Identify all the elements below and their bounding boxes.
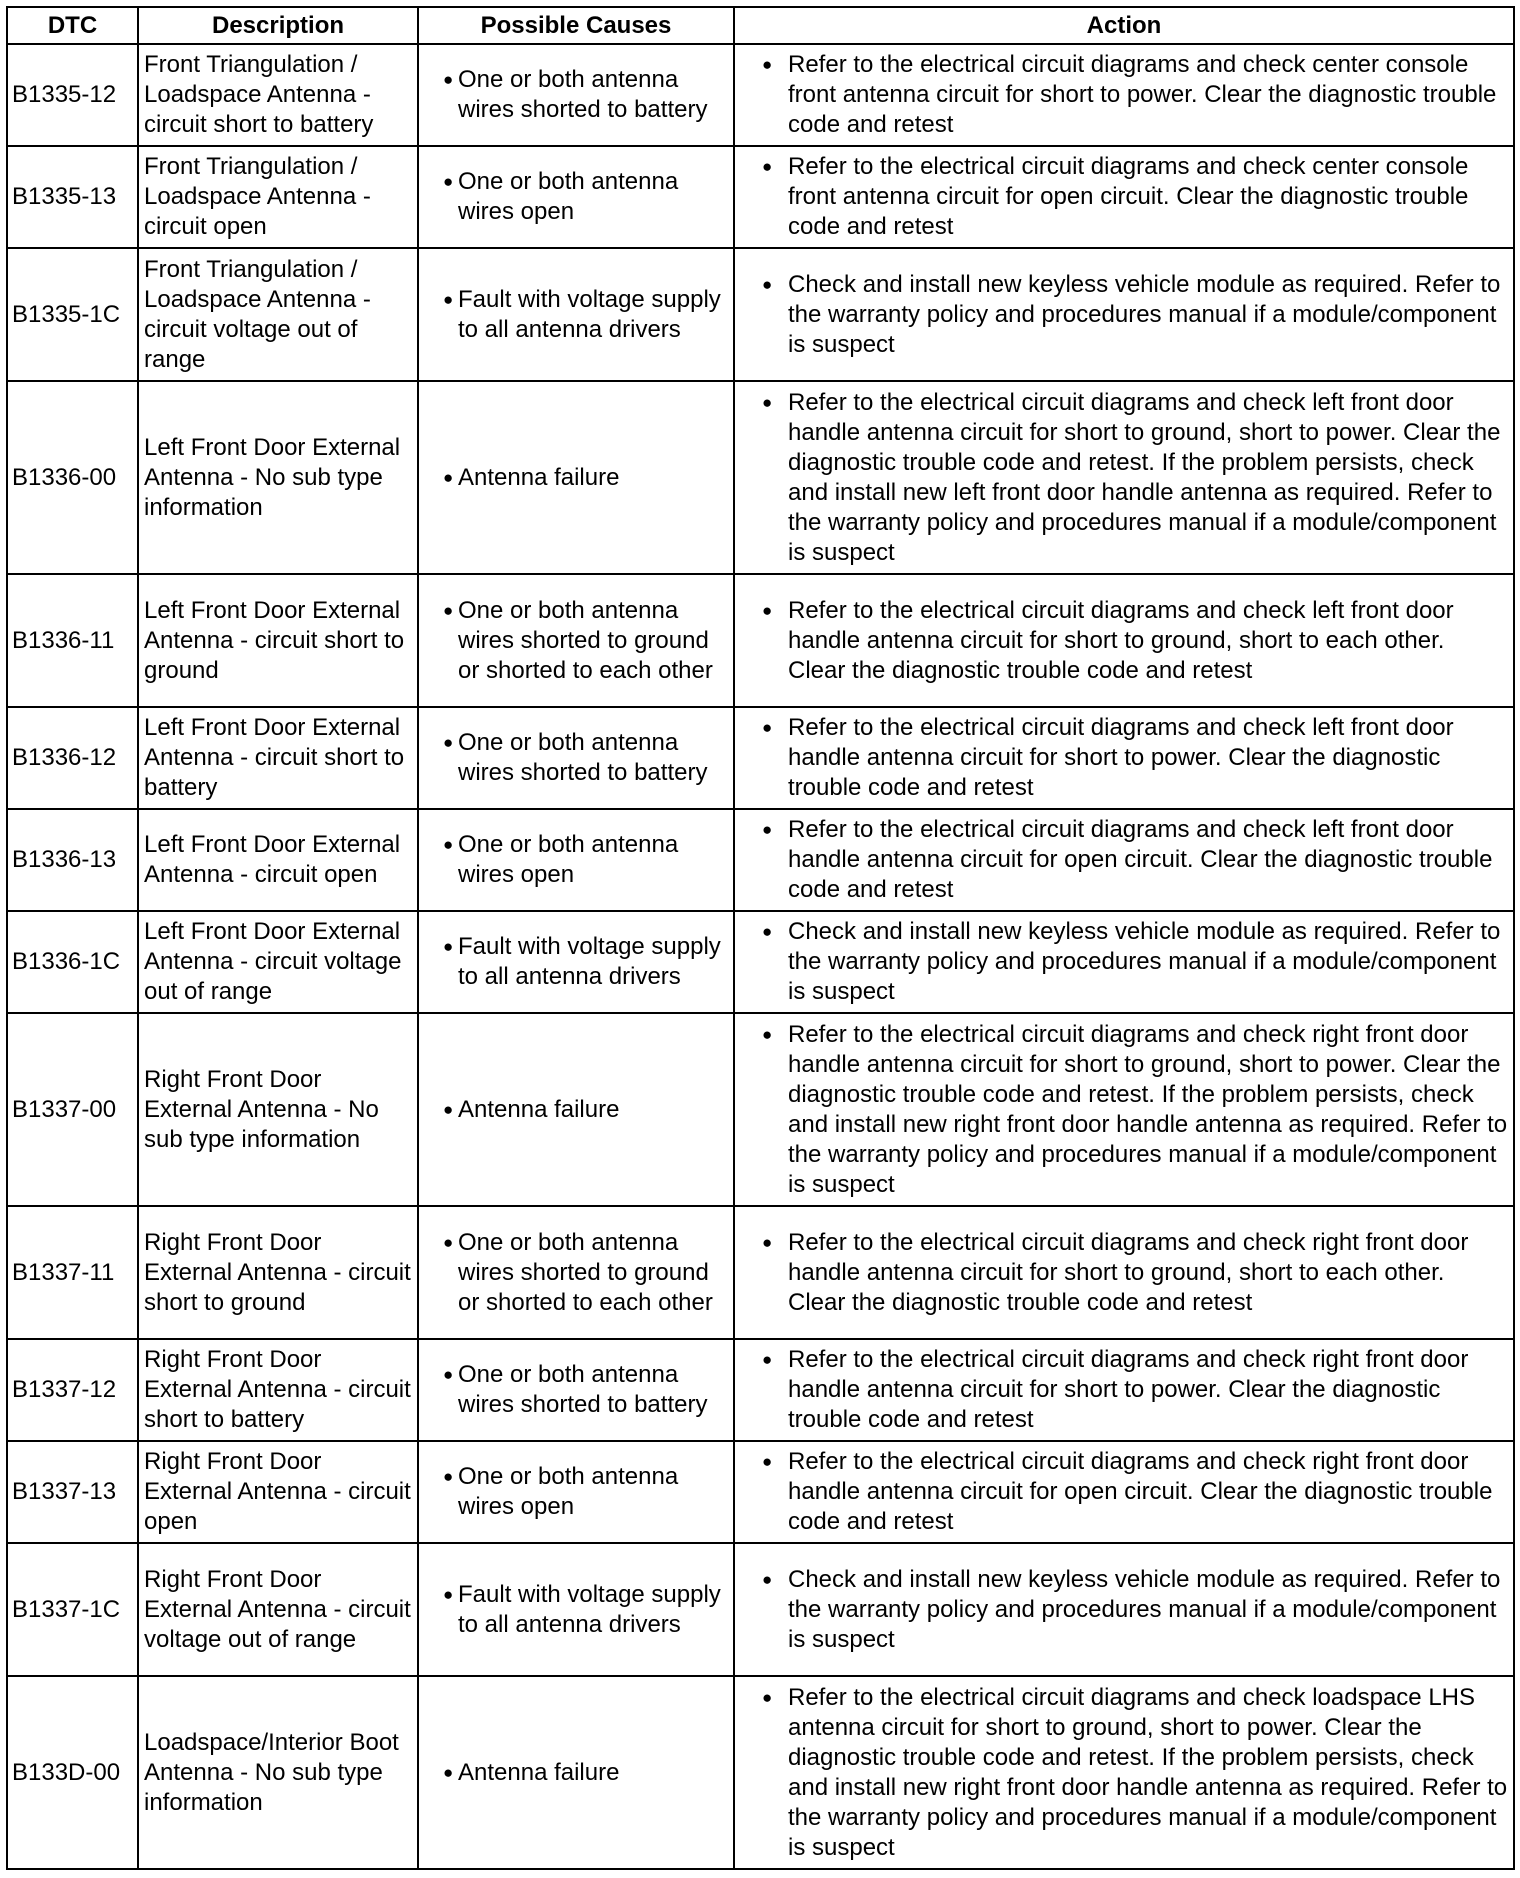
table-row	[7, 1339, 1514, 1441]
bullet-icon: ●	[762, 157, 773, 176]
possible-cause-cell	[418, 1441, 734, 1543]
bullet-icon: ●	[762, 718, 773, 737]
possible-cause-cell	[418, 1013, 734, 1206]
table-row	[7, 707, 1514, 809]
description-cell: Left Front Door External Antenna - circuit short to ground	[138, 574, 418, 707]
dtc-code: B133D-00	[7, 1676, 138, 1869]
bullet-icon: ●	[443, 1232, 454, 1252]
action-text: Check and install new keyless vehicle module as required. Refer to the warranty policy and procedures manual if a module/component is suspect	[788, 1565, 1501, 1653]
bullet-icon: ●	[762, 1024, 773, 1044]
possible-cause-cell	[418, 1339, 734, 1441]
possible-cause-cell	[418, 381, 734, 574]
header-description: Description	[138, 7, 418, 44]
possible-cause-text: One or both antenna wires shorted to battery	[458, 66, 708, 123]
action-text: Refer to the electrical circuit diagrams and check left front door handle antenna circuit for short to ground, short to each other. Clear the diagnostic trouble code and retest	[788, 596, 1454, 684]
bullet-icon: ●	[443, 467, 454, 487]
possible-cause-text: One or both antenna wires shorted to ground or shorted to each other	[458, 1228, 713, 1316]
description-cell: Front Triangulation / Loadspace Antenna - circuit open	[138, 146, 418, 248]
header-dtc: DTC	[7, 7, 138, 44]
bullet-icon: ●	[443, 1762, 454, 1782]
bullet-icon: ●	[443, 1467, 454, 1486]
action-cell	[734, 1339, 1514, 1441]
action-text: Refer to the electrical circuit diagrams and check right front door handle antenna circuit for short to power. Clear the diagnostic trouble code and retest	[788, 1346, 1469, 1433]
bullet-icon: ●	[443, 1099, 454, 1119]
dtc-table	[6, 6, 1515, 1870]
action-cell	[734, 44, 1514, 146]
table-row	[7, 809, 1514, 911]
dtc-code: B1336-13	[7, 809, 138, 911]
possible-cause-cell	[418, 574, 734, 707]
dtc-code: B1335-13	[7, 146, 138, 248]
dtc-code: B1337-13	[7, 1441, 138, 1543]
possible-cause-text: Antenna failure	[458, 463, 620, 491]
possible-cause-cell	[418, 146, 734, 248]
action-text: Refer to the electrical circuit diagrams and check left front door handle antenna circuit for short to ground, short to power. Clear the diagnostic trouble code and retest. If the problem persists, check and install new left front door handle antenna as required. Refer to the warranty policy and procedures manual if a module/component is suspect	[788, 388, 1501, 566]
dtc-code: B1336-12	[7, 707, 138, 809]
dtc-code: B1337-12	[7, 1339, 138, 1441]
possible-cause-text: Fault with voltage supply to all antenna drivers	[458, 285, 721, 343]
possible-cause-cell	[418, 1543, 734, 1676]
action-cell	[734, 1543, 1514, 1676]
dtc-code: B1337-00	[7, 1013, 138, 1206]
description-cell: Left Front Door External Antenna - No sub type information	[138, 381, 418, 574]
bullet-icon: ●	[762, 1232, 773, 1252]
possible-cause-text: Fault with voltage supply to all antenna drivers	[458, 933, 721, 990]
bullet-icon: ●	[762, 392, 773, 412]
header-row	[7, 7, 1514, 44]
dtc-code: B1337-1C	[7, 1543, 138, 1676]
action-cell	[734, 1206, 1514, 1339]
bullet-icon: ●	[762, 1452, 773, 1471]
possible-cause-cell	[418, 248, 734, 381]
action-text: Refer to the electrical circuit diagrams and check right front door handle antenna circuit for short to ground, short to each other. Clear the diagnostic trouble code and retest	[788, 1228, 1469, 1316]
action-text: Check and install new keyless vehicle module as required. Refer to the warranty policy and procedures manual if a module/component is suspect	[788, 918, 1501, 1005]
possible-cause-text: Antenna failure	[458, 1758, 620, 1786]
description-cell: Front Triangulation / Loadspace Antenna - circuit short to battery	[138, 44, 418, 146]
description-cell: Left Front Door External Antenna - circuit short to battery	[138, 707, 418, 809]
action-cell	[734, 1676, 1514, 1869]
action-cell	[734, 574, 1514, 707]
possible-cause-text: One or both antenna wires shorted to battery	[458, 729, 708, 786]
action-cell	[734, 381, 1514, 574]
table-row	[7, 146, 1514, 248]
dtc-code: B1336-11	[7, 574, 138, 707]
action-cell	[734, 1441, 1514, 1543]
possible-cause-cell	[418, 809, 734, 911]
action-text: Refer to the electrical circuit diagrams and check center console front antenna circuit for open circuit. Clear the diagnostic trouble code and retest	[788, 153, 1469, 240]
action-text: Check and install new keyless vehicle module as required. Refer to the warranty policy and procedures manual if a module/component is suspect	[788, 270, 1501, 358]
bullet-icon: ●	[443, 1584, 454, 1604]
action-cell	[734, 911, 1514, 1013]
possible-cause-cell	[418, 1206, 734, 1339]
bullet-icon: ●	[762, 1687, 773, 1707]
action-cell	[734, 1013, 1514, 1206]
description-cell: Right Front Door External Antenna - circuit voltage out of range	[138, 1543, 418, 1676]
action-cell	[734, 146, 1514, 248]
table-row	[7, 248, 1514, 381]
bullet-icon: ●	[443, 1365, 454, 1384]
dtc-code: B1336-00	[7, 381, 138, 574]
bullet-icon: ●	[762, 922, 773, 941]
action-text: Refer to the electrical circuit diagrams and check center console front antenna circuit for short to power. Clear the diagnostic trouble code and retest	[788, 51, 1497, 138]
table-row	[7, 911, 1514, 1013]
bullet-icon: ●	[443, 835, 454, 854]
table-row	[7, 1543, 1514, 1676]
description-cell: Loadspace/Interior Boot Antenna - No sub type information	[138, 1676, 418, 1869]
table-row	[7, 44, 1514, 146]
bullet-icon: ●	[762, 55, 773, 74]
possible-cause-cell	[418, 44, 734, 146]
bullet-icon: ●	[443, 70, 454, 89]
bullet-icon: ●	[443, 600, 454, 620]
possible-cause-text: Fault with voltage supply to all antenna drivers	[458, 1580, 721, 1638]
description-cell: Right Front Door External Antenna - circuit short to ground	[138, 1206, 418, 1339]
dtc-code: B1335-12	[7, 44, 138, 146]
action-text: Refer to the electrical circuit diagrams and check left front door handle antenna circuit for open circuit. Clear the diagnostic trouble code and retest	[788, 816, 1493, 903]
dtc-code: B1337-11	[7, 1206, 138, 1339]
bullet-icon: ●	[443, 289, 454, 309]
description-cell: Right Front Door External Antenna - circuit open	[138, 1441, 418, 1543]
bullet-icon: ●	[443, 733, 454, 752]
header-action: Action	[734, 7, 1514, 44]
header-possible-causes: Possible Causes	[418, 7, 734, 44]
table-row	[7, 1441, 1514, 1543]
description-cell: Front Triangulation / Loadspace Antenna - circuit voltage out of range	[138, 248, 418, 381]
bullet-icon: ●	[443, 172, 454, 191]
bullet-icon: ●	[762, 1350, 773, 1369]
action-text: Refer to the electrical circuit diagrams and check right front door handle antenna circuit for short to ground, short to power. Clear the diagnostic trouble code and retest. If the problem persists, check and install new right front door handle antenna as required. Refer to the warranty policy and procedures manual if a module/component is suspect	[788, 1020, 1508, 1198]
bullet-icon: ●	[762, 1569, 773, 1589]
description-cell: Right Front Door External Antenna - circuit short to battery	[138, 1339, 418, 1441]
action-cell	[734, 809, 1514, 911]
description-cell: Left Front Door External Antenna - circuit voltage out of range	[138, 911, 418, 1013]
action-cell	[734, 248, 1514, 381]
table-row	[7, 1206, 1514, 1339]
action-cell	[734, 707, 1514, 809]
possible-cause-cell	[418, 911, 734, 1013]
possible-cause-cell	[418, 707, 734, 809]
bullet-icon: ●	[762, 820, 773, 839]
table-row	[7, 1676, 1514, 1869]
action-text: Refer to the electrical circuit diagrams and check right front door handle antenna circuit for open circuit. Clear the diagnostic trouble code and retest	[788, 1448, 1493, 1535]
possible-cause-text: One or both antenna wires open	[458, 168, 679, 225]
table-row	[7, 381, 1514, 574]
possible-cause-text: One or both antenna wires shorted to ground or shorted to each other	[458, 596, 713, 684]
possible-cause-text: Antenna failure	[458, 1095, 620, 1123]
table-row	[7, 1013, 1514, 1206]
action-text: Refer to the electrical circuit diagrams and check left front door handle antenna circuit for short to power. Clear the diagnostic trouble code and retest	[788, 714, 1454, 801]
possible-cause-cell	[418, 1676, 734, 1869]
possible-cause-text: One or both antenna wires open	[458, 831, 679, 888]
description-cell: Right Front Door External Antenna - No sub type information	[138, 1013, 418, 1206]
dtc-code: B1335-1C	[7, 248, 138, 381]
description-cell: Left Front Door External Antenna - circuit open	[138, 809, 418, 911]
bullet-icon: ●	[762, 600, 773, 620]
table-row	[7, 574, 1514, 707]
dtc-code: B1336-1C	[7, 911, 138, 1013]
bullet-icon: ●	[762, 274, 773, 294]
possible-cause-text: One or both antenna wires open	[458, 1463, 679, 1520]
action-text: Refer to the electrical circuit diagrams and check loadspace LHS antenna circuit for short to ground, short to power. Clear the diagnostic trouble code and retest. If the problem persists, check and install new right front door handle antenna as required. Refer to the warranty policy and procedures manual if a module/component is suspect	[788, 1683, 1508, 1861]
bullet-icon: ●	[443, 937, 454, 956]
possible-cause-text: One or both antenna wires shorted to battery	[458, 1361, 708, 1418]
